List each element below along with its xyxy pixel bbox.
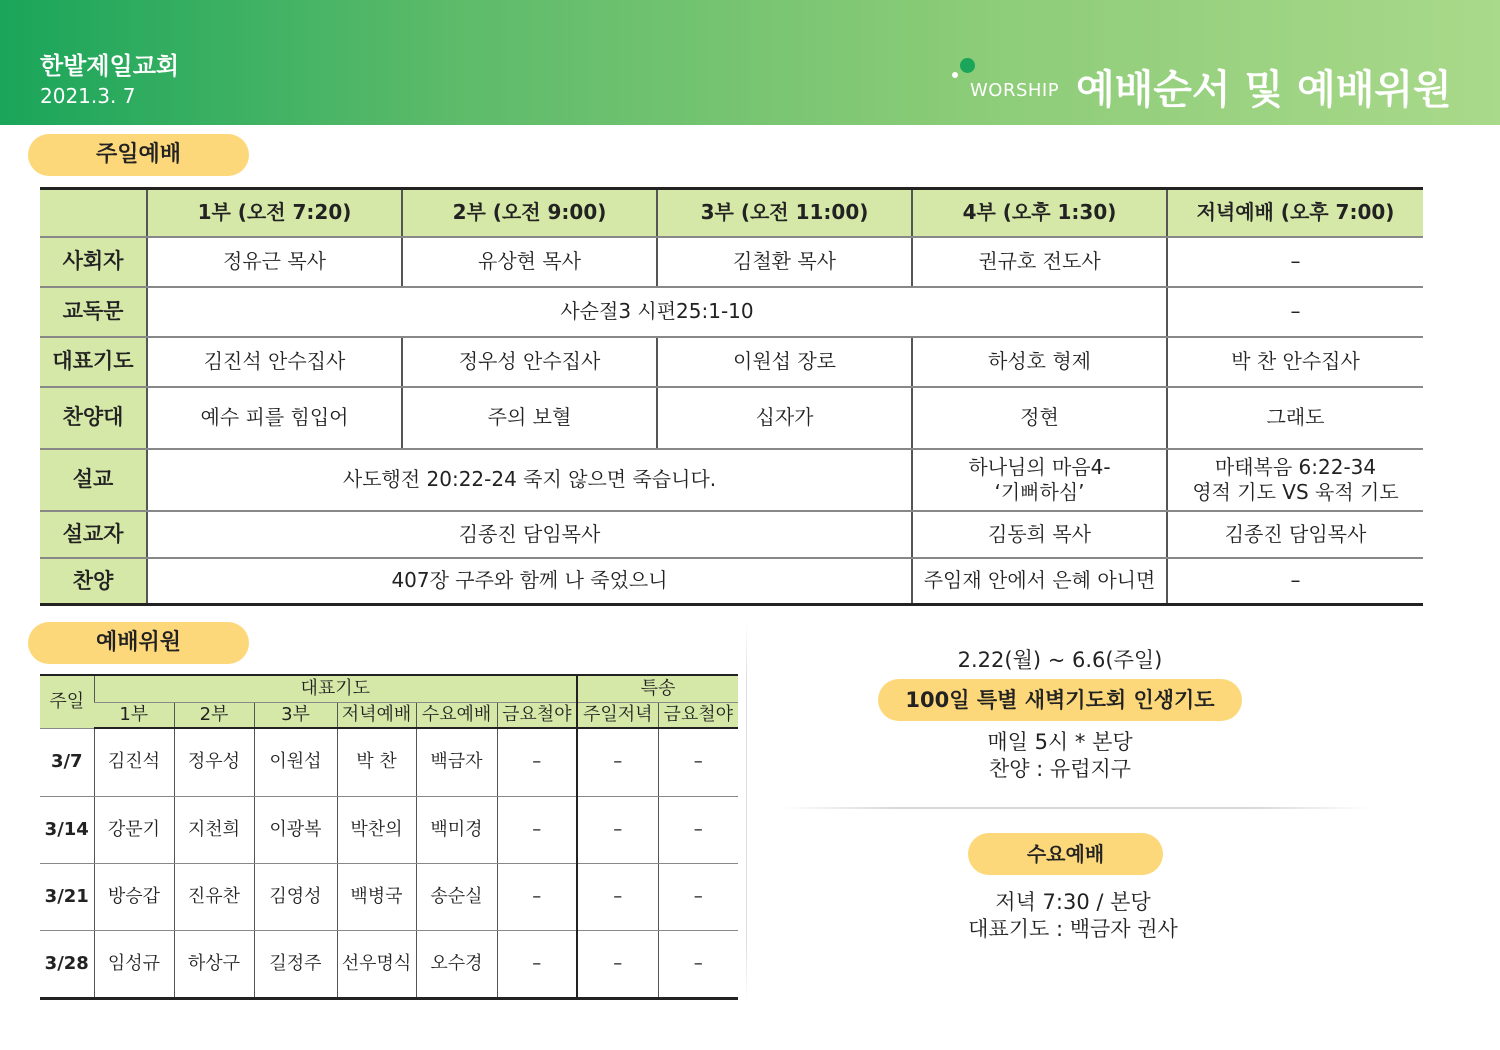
table-cell: – (577, 930, 658, 998)
table-cell: 예수 피를 힘입어 (147, 387, 402, 449)
table-row (40, 237, 1423, 287)
table-cell: 이광복 (254, 796, 337, 863)
column-header: 2부 (오전 9:00) (402, 189, 657, 237)
section-label-en: WORSHIP (970, 80, 1060, 101)
vertical-divider (746, 622, 747, 1002)
table-header-row (40, 189, 1423, 237)
table-row (40, 287, 1423, 337)
sermon-title-line: 영적 기도 VS 육적 기도 (1192, 479, 1399, 504)
week-cell: 3/7 (40, 728, 94, 796)
column-header: 2부 (174, 702, 254, 728)
row-label: 찬양대 (40, 387, 147, 449)
corner-cell (40, 189, 147, 237)
table-cell: 백미경 (416, 796, 497, 863)
table-cell: 이원섭 (254, 728, 337, 796)
table-cell: 정우성 (174, 728, 254, 796)
row-label: 설교자 (40, 511, 147, 558)
table-cell: 임성규 (94, 930, 174, 998)
table-cell: 박 찬 안수집사 (1167, 337, 1423, 387)
table-cell: 정유근 목사 (147, 237, 402, 287)
table-header-row (40, 675, 738, 702)
table-cell: – (1167, 287, 1423, 337)
table-cell: 김종진 담임목사 (1167, 511, 1423, 558)
dawn-prayer-period: 2.22(월) ~ 6.6(주일) (957, 648, 1163, 672)
table-cell: – (658, 930, 738, 998)
table-cell: – (658, 728, 738, 796)
group-header-special: 특송 (577, 675, 738, 702)
table-cell: – (577, 863, 658, 930)
table-cell: 권규호 전도사 (912, 237, 1167, 287)
table-cell: – (577, 728, 658, 796)
table-cell: 지천희 (174, 796, 254, 863)
table-row (40, 449, 1423, 511)
sermon-title-line: 마태복음 6:22-34 (1214, 454, 1377, 479)
table-cell: 김동희 목사 (912, 511, 1167, 558)
table-cell: 김진석 안수집사 (147, 337, 402, 387)
table-cell: 김진석 (94, 728, 174, 796)
horizontal-divider (780, 807, 1370, 809)
table-row (40, 796, 738, 863)
row-label: 설교 (40, 449, 147, 511)
table-cell: 이원섭 장로 (657, 337, 912, 387)
table-cell: 박 찬 (337, 728, 416, 796)
table-cell: – (577, 796, 658, 863)
column-header: 저녁예배 (337, 702, 416, 728)
column-header: 저녁예배 (오후 7:00) (1167, 189, 1423, 237)
table-cell: 선우명식 (337, 930, 416, 998)
table-cell: 김철환 목사 (657, 237, 912, 287)
column-header: 3부 (254, 702, 337, 728)
table-row (40, 387, 1423, 449)
group-header-prayer: 대표기도 (94, 675, 577, 702)
table-cell: – (1167, 237, 1423, 287)
table-row (40, 863, 738, 930)
table-cell: 박찬의 (337, 796, 416, 863)
table-cell: 407장 구주와 함께 나 죽었으니 (147, 558, 912, 605)
column-header: 금요철야 (497, 702, 577, 728)
table-header-row (40, 702, 738, 728)
table-cell: – (658, 796, 738, 863)
week-cell: 3/14 (40, 796, 94, 863)
wednesday-worship-detail (880, 889, 1266, 944)
table-cell: – (497, 728, 577, 796)
row-label: 찬양 (40, 558, 147, 605)
table-cell: 길정주 (254, 930, 337, 998)
page-header (0, 0, 1500, 125)
bulletin-date: 2021.3. 7 (40, 84, 136, 108)
table-cell: 정우성 안수집사 (402, 337, 657, 387)
table-row (40, 728, 738, 796)
sermon-title-line: 하나님의 마음4- (968, 454, 1111, 479)
week-cell: 3/21 (40, 863, 94, 930)
column-header: 3부 (오전 11:00) (657, 189, 912, 237)
table-cell: 김영성 (254, 863, 337, 930)
table-cell: 그래도 (1167, 387, 1423, 449)
table-cell: 김종진 담임목사 (147, 511, 912, 558)
table-row (40, 558, 1423, 605)
table-cell: – (497, 796, 577, 863)
column-header: 1부 (오전 7:20) (147, 189, 402, 237)
sermon-title-line: ‘기뻐하심’ (994, 479, 1085, 504)
table-cell: 사순절3 시편25:1-10 (147, 287, 1167, 337)
table-row (40, 930, 738, 998)
row-label: 교독문 (40, 287, 147, 337)
table-cell: 십자가 (657, 387, 912, 449)
table-row (40, 337, 1423, 387)
table-cell: 송순실 (416, 863, 497, 930)
row-label: 사회자 (40, 237, 147, 287)
column-header: 주일저녁 (577, 702, 658, 728)
column-header: 4부 (오후 1:30) (912, 189, 1167, 237)
table-cell: 백금자 (416, 728, 497, 796)
dawn-prayer-detail (880, 729, 1240, 784)
table-cell: 오수경 (416, 930, 497, 998)
church-name: 한밭제일교회 (40, 52, 180, 80)
sunday-order-table (40, 187, 1423, 606)
table-cell: 주임재 안에서 은혜 아니면 (912, 558, 1167, 605)
table-cell: – (497, 863, 577, 930)
wednesday-worship-badge: 수요예배 (968, 833, 1163, 875)
table-cell: 하성호 형제 (912, 337, 1167, 387)
table-cell: 강문기 (94, 796, 174, 863)
wednesday-time: 저녁 7:30 / 본당 (995, 890, 1151, 914)
week-header: 주일 (40, 675, 94, 728)
table-row (40, 511, 1423, 558)
committee-table (40, 674, 738, 1000)
row-label: 대표기도 (40, 337, 147, 387)
table-cell: – (497, 930, 577, 998)
table-cell (1167, 449, 1423, 511)
table-cell: 백병국 (337, 863, 416, 930)
dawn-prayer-praise: 찬양 : 유럽지구 (988, 757, 1132, 782)
column-header: 1부 (94, 702, 174, 728)
wednesday-prayer: 대표기도 : 백금자 권사 (968, 917, 1178, 942)
table-cell: 진유찬 (174, 863, 254, 930)
table-cell: 하상구 (174, 930, 254, 998)
week-cell: 3/28 (44, 952, 89, 974)
table-cell: 유상현 목사 (402, 237, 657, 287)
table-cell: 사도행전 20:22-24 죽지 않으면 죽습니다. (147, 449, 912, 511)
table-cell: – (658, 863, 738, 930)
column-header: 금요철야 (658, 702, 738, 728)
table-cell (912, 449, 1167, 511)
table-cell: – (1167, 558, 1423, 605)
table-cell: 정현 (912, 387, 1167, 449)
page-title: 예배순서 및 예배위원 (1076, 67, 1452, 113)
committee-badge: 예배위원 (28, 622, 249, 664)
table-cell: 방승갑 (94, 863, 174, 930)
table-cell: 주의 보혈 (402, 387, 657, 449)
dawn-prayer-badge: 100일 특별 새벽기도회 인생기도 (878, 679, 1242, 721)
dawn-prayer-time: 매일 5시 * 본당 (987, 730, 1133, 754)
column-header: 수요예배 (416, 702, 497, 728)
sunday-worship-badge: 주일예배 (28, 134, 249, 176)
